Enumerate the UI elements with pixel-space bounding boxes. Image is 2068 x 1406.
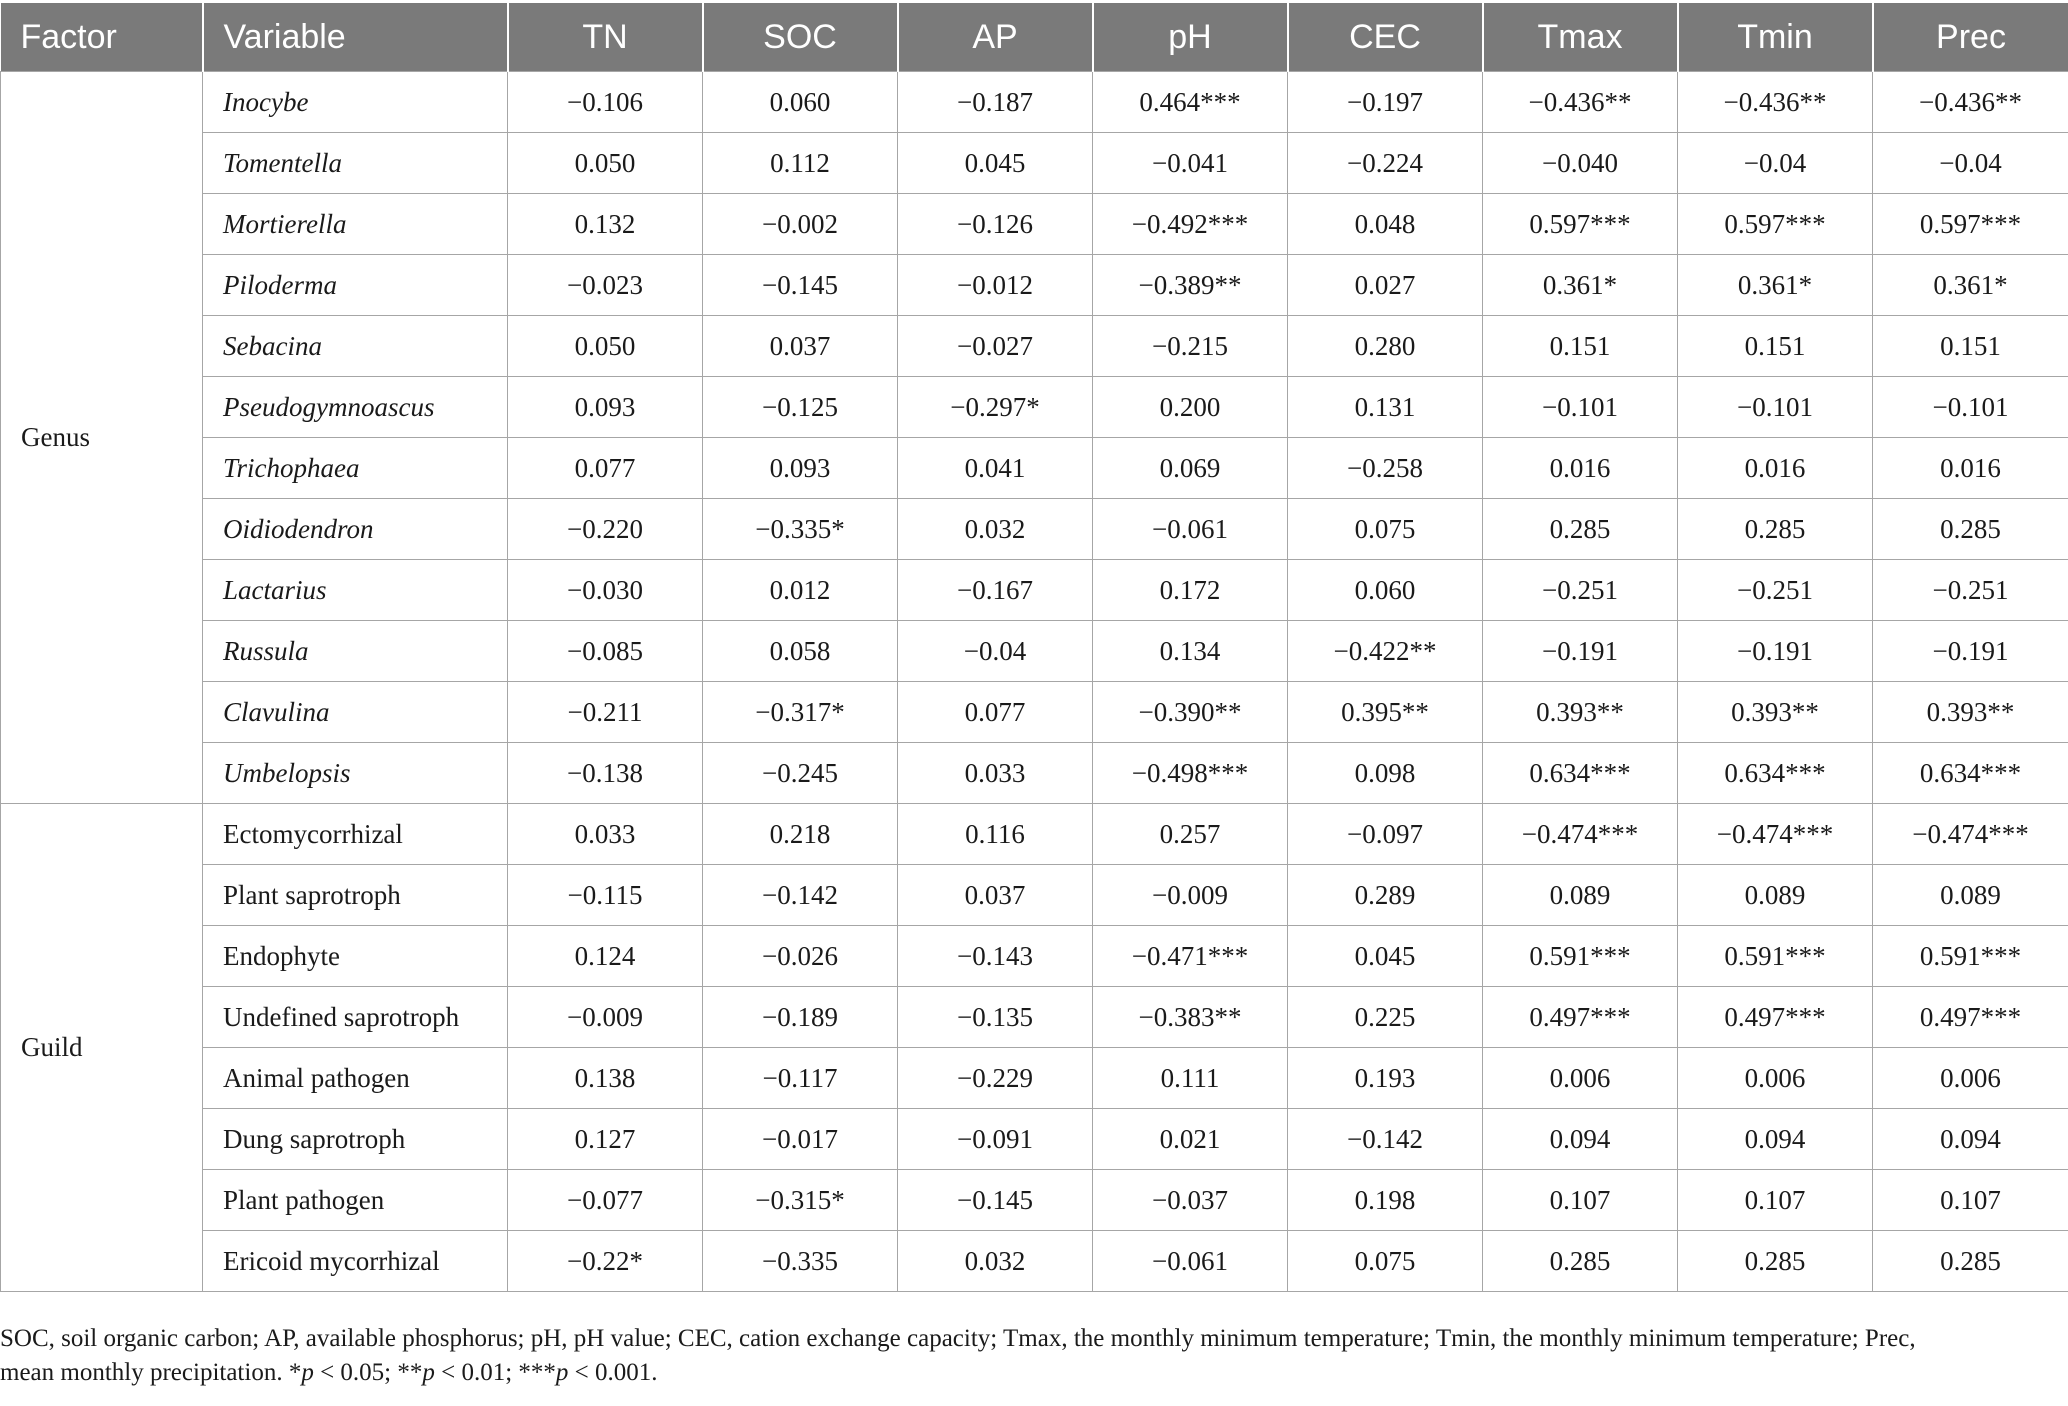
value-cell: −0.383** xyxy=(1093,987,1288,1048)
value-cell: 0.151 xyxy=(1678,316,1873,377)
value-cell: 0.361* xyxy=(1483,255,1678,316)
table-body xyxy=(1,72,2068,1292)
value-cell: 0.033 xyxy=(508,804,703,865)
value-cell: −0.498*** xyxy=(1093,743,1288,804)
variable-cell: Trichophaea xyxy=(203,438,508,499)
value-cell: −0.422** xyxy=(1288,621,1483,682)
value-cell: −0.297* xyxy=(898,377,1093,438)
value-cell: 0.361* xyxy=(1873,255,2068,316)
value-cell: 0.591*** xyxy=(1483,926,1678,987)
value-cell: −0.474*** xyxy=(1678,804,1873,865)
value-cell: −0.117 xyxy=(703,1048,898,1109)
value-cell: −0.135 xyxy=(898,987,1093,1048)
value-cell: 0.597*** xyxy=(1873,194,2068,255)
value-cell: 0.075 xyxy=(1288,1231,1483,1292)
value-cell: −0.245 xyxy=(703,743,898,804)
value-cell: 0.393** xyxy=(1873,682,2068,743)
variable-cell: Undefined saprotroph xyxy=(203,987,508,1048)
value-cell: −0.009 xyxy=(1093,865,1288,926)
value-cell: 0.094 xyxy=(1483,1109,1678,1170)
value-cell: 0.634*** xyxy=(1873,743,2068,804)
value-cell: −0.211 xyxy=(508,682,703,743)
value-cell: 0.257 xyxy=(1093,804,1288,865)
value-cell: −0.04 xyxy=(1678,133,1873,194)
value-cell: 0.497*** xyxy=(1483,987,1678,1048)
value-cell: 0.393** xyxy=(1483,682,1678,743)
value-cell: −0.335* xyxy=(703,499,898,560)
value-cell: 0.393** xyxy=(1678,682,1873,743)
value-cell: 0.138 xyxy=(508,1048,703,1109)
value-cell: −0.390** xyxy=(1093,682,1288,743)
value-cell: 0.111 xyxy=(1093,1048,1288,1109)
table-row xyxy=(1,72,2068,133)
table-row xyxy=(1,926,2068,987)
value-cell: −0.041 xyxy=(1093,133,1288,194)
variable-cell: Plant saprotroph xyxy=(203,865,508,926)
value-cell: −0.091 xyxy=(898,1109,1093,1170)
value-cell: 0.006 xyxy=(1678,1048,1873,1109)
value-cell: −0.142 xyxy=(703,865,898,926)
value-cell: 0.107 xyxy=(1483,1170,1678,1231)
value-cell: 0.012 xyxy=(703,560,898,621)
value-cell: −0.143 xyxy=(898,926,1093,987)
value-cell: 0.591*** xyxy=(1678,926,1873,987)
value-cell: −0.436** xyxy=(1483,72,1678,133)
variable-cell: Umbelopsis xyxy=(203,743,508,804)
value-cell: −0.101 xyxy=(1483,377,1678,438)
value-cell: 0.497*** xyxy=(1678,987,1873,1048)
value-cell: 0.045 xyxy=(1288,926,1483,987)
value-cell: 0.634*** xyxy=(1678,743,1873,804)
value-cell: 0.464*** xyxy=(1093,72,1288,133)
table-row xyxy=(1,1048,2068,1109)
value-cell: 0.089 xyxy=(1483,865,1678,926)
value-cell: 0.016 xyxy=(1483,438,1678,499)
column-header: AP xyxy=(898,3,1093,72)
value-cell: −0.138 xyxy=(508,743,703,804)
value-cell: 0.094 xyxy=(1873,1109,2068,1170)
table-footnote xyxy=(0,1322,2060,1390)
value-cell: −0.023 xyxy=(508,255,703,316)
factor-cell: Genus xyxy=(1,72,203,804)
value-cell: −0.187 xyxy=(898,72,1093,133)
value-cell: 0.124 xyxy=(508,926,703,987)
value-cell: −0.251 xyxy=(1678,560,1873,621)
variable-cell: Endophyte xyxy=(203,926,508,987)
value-cell: −0.436** xyxy=(1678,72,1873,133)
value-cell: −0.145 xyxy=(703,255,898,316)
value-cell: 0.089 xyxy=(1678,865,1873,926)
value-cell: −0.145 xyxy=(898,1170,1093,1231)
footnote-line-2: mean monthly precipitation. *p < 0.05; **p < 0.01; ***p < 0.001. xyxy=(0,1359,658,1386)
value-cell: 0.089 xyxy=(1873,865,2068,926)
variable-cell: Plant pathogen xyxy=(203,1170,508,1231)
value-cell: 0.093 xyxy=(508,377,703,438)
value-cell: 0.027 xyxy=(1288,255,1483,316)
value-cell: 0.032 xyxy=(898,1231,1093,1292)
value-cell: −0.142 xyxy=(1288,1109,1483,1170)
value-cell: 0.094 xyxy=(1678,1109,1873,1170)
value-cell: −0.251 xyxy=(1873,560,2068,621)
value-cell: 0.361* xyxy=(1678,255,1873,316)
value-cell: −0.012 xyxy=(898,255,1093,316)
value-cell: −0.037 xyxy=(1093,1170,1288,1231)
value-cell: 0.033 xyxy=(898,743,1093,804)
value-cell: 0.069 xyxy=(1093,438,1288,499)
variable-cell: Tomentella xyxy=(203,133,508,194)
value-cell: −0.474*** xyxy=(1483,804,1678,865)
column-header: Tmin xyxy=(1678,3,1873,72)
value-cell: −0.101 xyxy=(1678,377,1873,438)
value-cell: 0.591*** xyxy=(1873,926,2068,987)
factor-cell: Guild xyxy=(1,804,203,1292)
value-cell: −0.492*** xyxy=(1093,194,1288,255)
value-cell: 0.041 xyxy=(898,438,1093,499)
value-cell: −0.085 xyxy=(508,621,703,682)
value-cell: 0.172 xyxy=(1093,560,1288,621)
table-row xyxy=(1,743,2068,804)
value-cell: −0.040 xyxy=(1483,133,1678,194)
column-header: Prec xyxy=(1873,3,2068,72)
value-cell: −0.002 xyxy=(703,194,898,255)
table-row xyxy=(1,1231,2068,1292)
value-cell: 0.098 xyxy=(1288,743,1483,804)
variable-cell: Pseudogymnoascus xyxy=(203,377,508,438)
table-row xyxy=(1,804,2068,865)
value-cell: −0.077 xyxy=(508,1170,703,1231)
value-cell: 0.634*** xyxy=(1483,743,1678,804)
correlation-table xyxy=(0,3,2068,1292)
value-cell: 0.198 xyxy=(1288,1170,1483,1231)
variable-cell: Piloderma xyxy=(203,255,508,316)
variable-cell: Oidiodendron xyxy=(203,499,508,560)
value-cell: 0.597*** xyxy=(1483,194,1678,255)
value-cell: 0.127 xyxy=(508,1109,703,1170)
value-cell: −0.191 xyxy=(1678,621,1873,682)
variable-cell: Lactarius xyxy=(203,560,508,621)
value-cell: −0.471*** xyxy=(1093,926,1288,987)
value-cell: −0.191 xyxy=(1483,621,1678,682)
value-cell: 0.285 xyxy=(1678,499,1873,560)
value-cell: 0.285 xyxy=(1873,1231,2068,1292)
value-cell: −0.251 xyxy=(1483,560,1678,621)
value-cell: −0.224 xyxy=(1288,133,1483,194)
value-cell: −0.04 xyxy=(898,621,1093,682)
value-cell: −0.191 xyxy=(1873,621,2068,682)
value-cell: −0.474*** xyxy=(1873,804,2068,865)
table-row xyxy=(1,987,2068,1048)
value-cell: −0.436** xyxy=(1873,72,2068,133)
value-cell: −0.389** xyxy=(1093,255,1288,316)
value-cell: 0.131 xyxy=(1288,377,1483,438)
value-cell: 0.045 xyxy=(898,133,1093,194)
table-row xyxy=(1,316,2068,377)
column-header: CEC xyxy=(1288,3,1483,72)
value-cell: 0.077 xyxy=(508,438,703,499)
value-cell: 0.006 xyxy=(1483,1048,1678,1109)
table-row xyxy=(1,194,2068,255)
value-cell: 0.285 xyxy=(1678,1231,1873,1292)
value-cell: 0.497*** xyxy=(1873,987,2068,1048)
table-row xyxy=(1,621,2068,682)
value-cell: 0.289 xyxy=(1288,865,1483,926)
column-header: SOC xyxy=(703,3,898,72)
value-cell: −0.115 xyxy=(508,865,703,926)
table-row xyxy=(1,499,2068,560)
value-cell: 0.060 xyxy=(703,72,898,133)
value-cell: 0.060 xyxy=(1288,560,1483,621)
value-cell: 0.107 xyxy=(1873,1170,2068,1231)
value-cell: 0.032 xyxy=(898,499,1093,560)
variable-cell: Dung saprotroph xyxy=(203,1109,508,1170)
value-cell: −0.189 xyxy=(703,987,898,1048)
variable-cell: Ericoid mycorrhizal xyxy=(203,1231,508,1292)
value-cell: 0.280 xyxy=(1288,316,1483,377)
value-cell: 0.134 xyxy=(1093,621,1288,682)
table-row xyxy=(1,560,2068,621)
value-cell: −0.220 xyxy=(508,499,703,560)
value-cell: 0.021 xyxy=(1093,1109,1288,1170)
table-row xyxy=(1,682,2068,743)
column-header: Factor xyxy=(1,3,203,72)
value-cell: −0.197 xyxy=(1288,72,1483,133)
value-cell: 0.218 xyxy=(703,804,898,865)
value-cell: −0.101 xyxy=(1873,377,2068,438)
value-cell: 0.132 xyxy=(508,194,703,255)
value-cell: 0.006 xyxy=(1873,1048,2068,1109)
table-row xyxy=(1,133,2068,194)
value-cell: 0.151 xyxy=(1483,316,1678,377)
column-header: Tmax xyxy=(1483,3,1678,72)
variable-cell: Ectomycorrhizal xyxy=(203,804,508,865)
value-cell: −0.229 xyxy=(898,1048,1093,1109)
value-cell: −0.215 xyxy=(1093,316,1288,377)
table-row xyxy=(1,255,2068,316)
value-cell: 0.193 xyxy=(1288,1048,1483,1109)
value-cell: 0.285 xyxy=(1873,499,2068,560)
value-cell: −0.22* xyxy=(508,1231,703,1292)
value-cell: 0.075 xyxy=(1288,499,1483,560)
footnote-line-1: SOC, soil organic carbon; AP, available phosphorus; pH, pH value; CEC, cation exchange capacity; Tmax, the monthly minimum temperature; Tmin, the monthly minimum temperature; Prec, xyxy=(0,1325,1916,1352)
value-cell: 0.048 xyxy=(1288,194,1483,255)
value-cell: 0.037 xyxy=(703,316,898,377)
column-header: pH xyxy=(1093,3,1288,72)
value-cell: −0.315* xyxy=(703,1170,898,1231)
value-cell: −0.030 xyxy=(508,560,703,621)
column-header: Variable xyxy=(203,3,508,72)
value-cell: −0.317* xyxy=(703,682,898,743)
value-cell: −0.106 xyxy=(508,72,703,133)
value-cell: −0.009 xyxy=(508,987,703,1048)
value-cell: −0.026 xyxy=(703,926,898,987)
value-cell: −0.061 xyxy=(1093,1231,1288,1292)
value-cell: −0.017 xyxy=(703,1109,898,1170)
value-cell: 0.151 xyxy=(1873,316,2068,377)
variable-cell: Sebacina xyxy=(203,316,508,377)
value-cell: −0.04 xyxy=(1873,133,2068,194)
value-cell: −0.125 xyxy=(703,377,898,438)
value-cell: −0.167 xyxy=(898,560,1093,621)
variable-cell: Russula xyxy=(203,621,508,682)
value-cell: −0.258 xyxy=(1288,438,1483,499)
value-cell: 0.112 xyxy=(703,133,898,194)
value-cell: −0.335 xyxy=(703,1231,898,1292)
table-row xyxy=(1,1170,2068,1231)
table-row xyxy=(1,438,2068,499)
table-row xyxy=(1,865,2068,926)
value-cell: 0.107 xyxy=(1678,1170,1873,1231)
value-cell: 0.037 xyxy=(898,865,1093,926)
value-cell: 0.050 xyxy=(508,133,703,194)
value-cell: 0.225 xyxy=(1288,987,1483,1048)
value-cell: 0.285 xyxy=(1483,499,1678,560)
value-cell: 0.597*** xyxy=(1678,194,1873,255)
header-row xyxy=(1,3,2068,72)
table-row xyxy=(1,377,2068,438)
table-header xyxy=(1,3,2068,72)
column-header: TN xyxy=(508,3,703,72)
value-cell: 0.077 xyxy=(898,682,1093,743)
variable-cell: Clavulina xyxy=(203,682,508,743)
value-cell: 0.285 xyxy=(1483,1231,1678,1292)
value-cell: 0.395** xyxy=(1288,682,1483,743)
value-cell: −0.097 xyxy=(1288,804,1483,865)
value-cell: 0.116 xyxy=(898,804,1093,865)
value-cell: 0.016 xyxy=(1873,438,2068,499)
value-cell: −0.061 xyxy=(1093,499,1288,560)
value-cell: 0.050 xyxy=(508,316,703,377)
table-row xyxy=(1,1109,2068,1170)
variable-cell: Inocybe xyxy=(203,72,508,133)
variable-cell: Mortierella xyxy=(203,194,508,255)
value-cell: 0.058 xyxy=(703,621,898,682)
variable-cell: Animal pathogen xyxy=(203,1048,508,1109)
value-cell: 0.200 xyxy=(1093,377,1288,438)
value-cell: 0.093 xyxy=(703,438,898,499)
value-cell: −0.027 xyxy=(898,316,1093,377)
value-cell: −0.126 xyxy=(898,194,1093,255)
value-cell: 0.016 xyxy=(1678,438,1873,499)
